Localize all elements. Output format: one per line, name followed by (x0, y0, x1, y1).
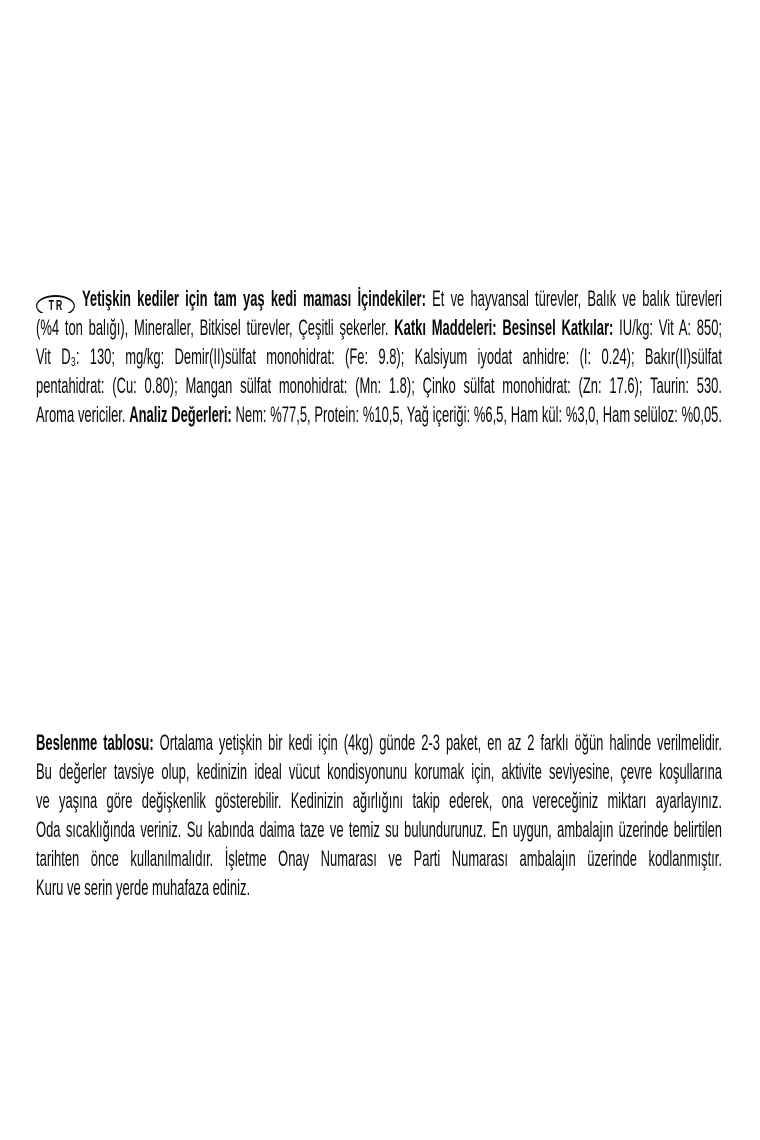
feeding-line (36, 873, 722, 902)
text-segment: Bu değerler tavsiye olup, kedinizin ideal vücut kondisyonunu korumak için, aktivite seviyesine, çevre koşullarına (36, 759, 722, 784)
text-segment: Oda sıcaklığında veriniz. Su kabında daima taze ve temiz su bulundurunuz. En uygun, ambalajın üzerinde belirtilen (36, 817, 722, 842)
feeding-line (36, 844, 722, 873)
text-segment: Et ve hayvansal türevler, Balık ve balık türevleri (425, 286, 722, 311)
ingredients-line (36, 371, 722, 400)
text-segment: Nem: %77,5, Protein: %10,5, Yağ içeriği: %6,5, Ham kül: %3,0, Ham selüloz: %0,05. (235, 402, 722, 427)
tr-origin-badge: TR (36, 295, 75, 313)
ingredients-line (36, 313, 722, 342)
text-segment: Kuru ve serin yerde muhafaza ediniz. (36, 875, 251, 900)
text-segment: (%4 ton balığı), Mineraller, Bitkisel türevler, Çeşitli şekerler. (36, 315, 395, 340)
text-segment: Vit D₃: 130; mg/kg: Demir(II)sülfat monohidrat: (Fe: 9.8); Kalsiyum iyodat anhidre: (I: 0.24); Bakır(II)sülfat (36, 344, 722, 369)
ingredients-line (36, 284, 722, 313)
text-segment: pentahidrat: (Cu: 0.80); Mangan sülfat monohidrat: (Mn: 1.8); Çinko sülfat monohidrat: (Zn: 17.6); Taurin: 530. (36, 373, 722, 398)
feeding-line (36, 728, 722, 757)
text-segment: ve yaşına göre değişkenlik gösterebilir. Kedinizin ağırlığını takip ederek, ona vereceğiniz miktarı ayarlayınız. (36, 788, 722, 813)
text-segment: Yetişkin kediler için tam yaş kedi maması İçindekiler: (81, 286, 426, 311)
feeding-line (36, 786, 722, 815)
ingredients-line (36, 342, 722, 371)
text-segment: Ortalama yetişkin bir kedi için (4kg) günde 2-3 paket, en az 2 farklı öğün halinde verilmelidir. (159, 730, 722, 755)
text-segment: Aroma vericiler. (36, 402, 130, 427)
ingredients-paragraph (36, 284, 722, 429)
text-segment: tarihten önce kullanılmalıdır. İşletme Onay Numarası ve Parti Numarası ambalajın üzerinde kodlanmıştır. (36, 846, 722, 871)
ingredients-line (36, 400, 722, 429)
text-segment: Beslenme tablosu: (36, 730, 160, 755)
feeding-guidelines-paragraph (36, 728, 722, 902)
text-segment: IU/kg: Vit A: 850; (619, 315, 722, 340)
feeding-line (36, 757, 722, 786)
feeding-line (36, 815, 722, 844)
text-segment: Analiz Değerleri: (129, 402, 236, 427)
text-segment: Katkı Maddeleri: Besinsel Katkılar: (394, 315, 620, 340)
